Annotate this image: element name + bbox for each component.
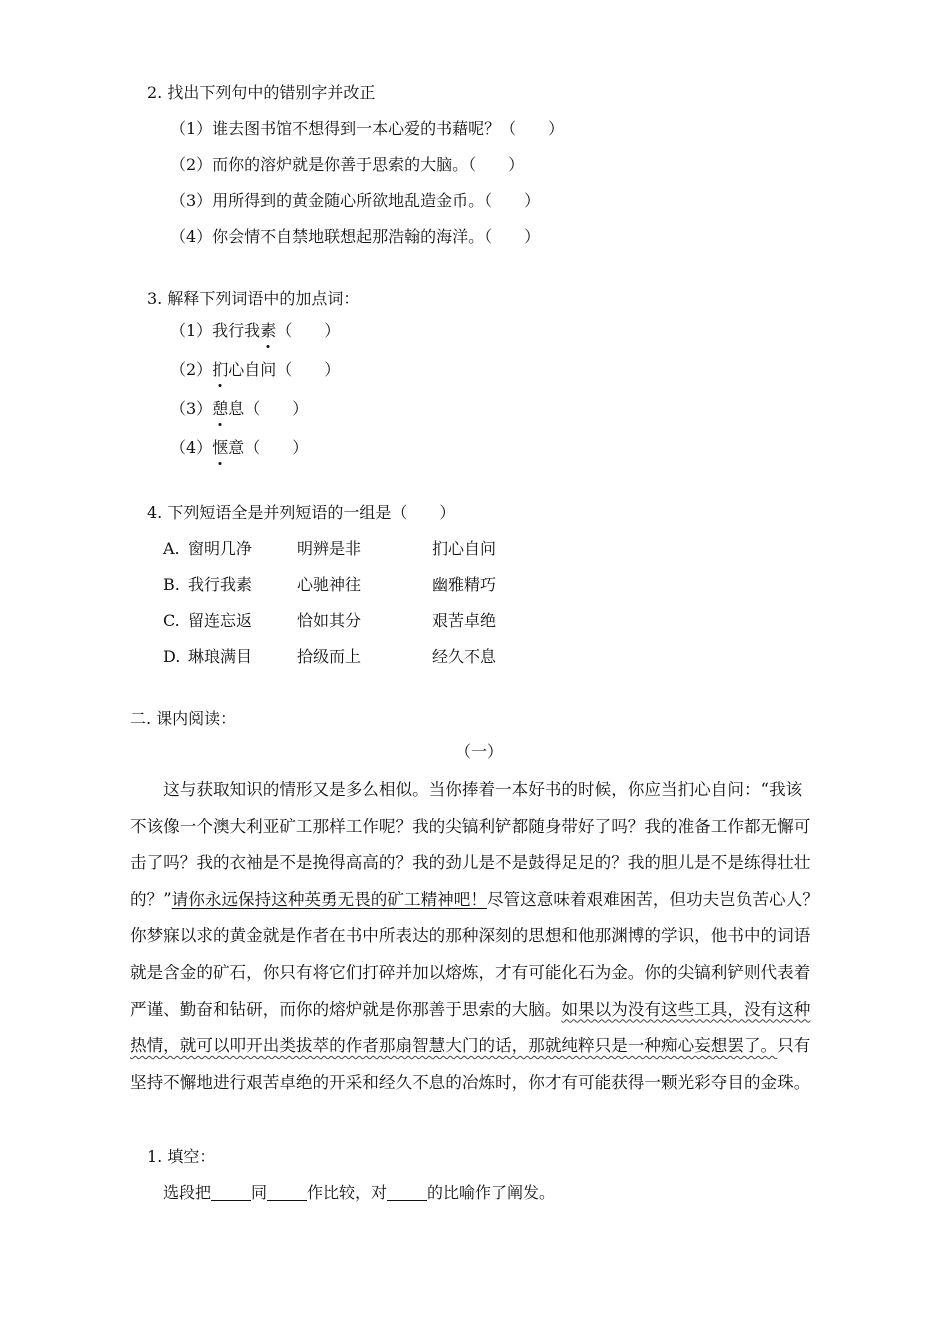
fill-title: 1. 填空：: [147, 1147, 216, 1166]
option-phrase: 幽雅精巧: [432, 575, 497, 594]
option-phrase: 恰如其分: [297, 611, 362, 630]
option-phrase: 留连忘返: [188, 611, 253, 630]
option-phrase: 心驰神往: [297, 575, 362, 594]
passage-line: 你梦寐以求的黄金就是作者在书中所表达的那种深刻的思想和他那渊博的学识，他书中的词语: [130, 926, 811, 946]
fill-text: 同: [251, 1183, 268, 1202]
passage-text: 只有: [777, 1036, 811, 1056]
option-phrase: 明辨是非: [297, 539, 362, 558]
q3-item-text: （2）: [170, 360, 213, 379]
q2-title: 2. 找出下列句中的错别字并改正: [147, 83, 376, 102]
q2-item-4: （4）你会情不自禁地联想起那浩翰的海洋。（ ）: [170, 227, 541, 246]
passage-line: 不该像一个澳大利亚矿工那样工作呢？我的尖镐利铲都随身带好了吗？我的准备工作都无懈可: [130, 816, 811, 836]
wavy-underlined-sentence: 如果以为没有这些工具，没有这种: [561, 999, 811, 1019]
fill-blank[interactable]: [387, 1184, 427, 1201]
q2-item-2: （2）而你的溶炉就是你善于思索的大脑。（ ）: [170, 155, 525, 174]
q3-item-2: [170, 359, 340, 381]
option-phrase: 拾级而上: [297, 647, 362, 666]
passage-line: 坚持不懈地进行艰苦卓绝的开采和经久不息的冶炼时，你才有可能获得一颗光彩夺目的金珠。: [130, 1072, 811, 1092]
passage-line: 这与获取知识的情形又是多么相似。当你捧着一本好书的时候，你应当扪心自问：“我该: [130, 780, 803, 799]
fill-text: 作比较，对: [307, 1183, 388, 1202]
fill-blank[interactable]: [211, 1184, 251, 1201]
passage-text: 的？”: [130, 889, 172, 909]
passage-line: [130, 1028, 830, 1065]
option-phrase: 经久不息: [432, 647, 497, 666]
dotted-char: 扪: [212, 360, 229, 379]
q3-item-text: （4）: [170, 438, 213, 457]
passage-line: 击了吗？我的衣袖是不是挽得高高的？我的劲儿是不是鼓得足足的？我的胆儿是不是练得壮壮: [130, 853, 811, 873]
fill-sentence: [163, 1182, 555, 1204]
fill-text: 选段把: [163, 1183, 212, 1202]
option-phrase: 我行我素: [188, 575, 253, 594]
option-letter: D.: [163, 647, 181, 666]
option-letter: A.: [163, 539, 180, 558]
option-phrase: 艰苦卓绝: [432, 611, 497, 630]
option-phrase: 窗明几净: [188, 539, 253, 558]
passage-line: [130, 882, 830, 919]
fill-blank[interactable]: [267, 1184, 307, 1201]
passage-line: [130, 992, 830, 1029]
q3-item-3: [170, 398, 308, 420]
q2-item-3: （3）用所得到的黄金随心所欲地乱造金币。（ ）: [170, 191, 541, 210]
q3-item-text: （3）: [170, 399, 213, 418]
wavy-underlined-sentence: 热情，就可以叩开出类拔萃的作者那扇智慧大门的话，那就纯粹只是一种痴心妄想罢了。: [130, 1036, 778, 1056]
section-subtitle: （一）: [455, 742, 504, 761]
dotted-char: 憩: [212, 399, 229, 418]
q3-item-paren: 意（ ）: [228, 438, 309, 457]
q3-item-paren: 心自问（ ）: [228, 360, 341, 379]
option-phrase: 扪心自问: [432, 539, 497, 558]
q4-title: 4. 下列短语全是并列短语的一组是（ ）: [147, 503, 456, 522]
q3-item-paren: 息（ ）: [228, 399, 309, 418]
passage-line: 就是含金的矿石，你只有将它们打碎并加以熔炼，才有可能化石为金。你的尖镐利铲则代表着: [130, 962, 811, 982]
passage-text: 严谨、勤奋和钻研，而你的熔炉就是你那善于思索的大脑。: [130, 999, 562, 1019]
option-letter: C.: [163, 611, 180, 630]
underlined-sentence: 请你永远保持这种英勇无畏的矿工精神吧！: [171, 889, 487, 909]
q3-title: 3. 解释下列词语中的加点词：: [147, 289, 360, 308]
q3-item-paren: （ ）: [276, 321, 341, 340]
option-letter: B.: [163, 575, 180, 594]
q2-item-1: （1）谁去图书馆不想得到一本心爱的书藉呢？（ ）: [170, 119, 565, 138]
q3-item-text: （1）我行我: [170, 321, 261, 340]
section-title: 二. 课内阅读：: [130, 709, 237, 728]
passage-text: 尽管这意味着艰难困苦，但功夫岂负苦心人？: [486, 889, 819, 909]
option-phrase: 琳琅满目: [188, 647, 253, 666]
dotted-char: 惬: [212, 438, 229, 457]
reading-passage: [130, 772, 830, 1101]
q3-item-4: [170, 437, 308, 459]
dotted-char: 素: [260, 321, 277, 340]
q3-item-1: [170, 320, 340, 342]
fill-text: 的比喻作了阐发。: [427, 1183, 556, 1202]
